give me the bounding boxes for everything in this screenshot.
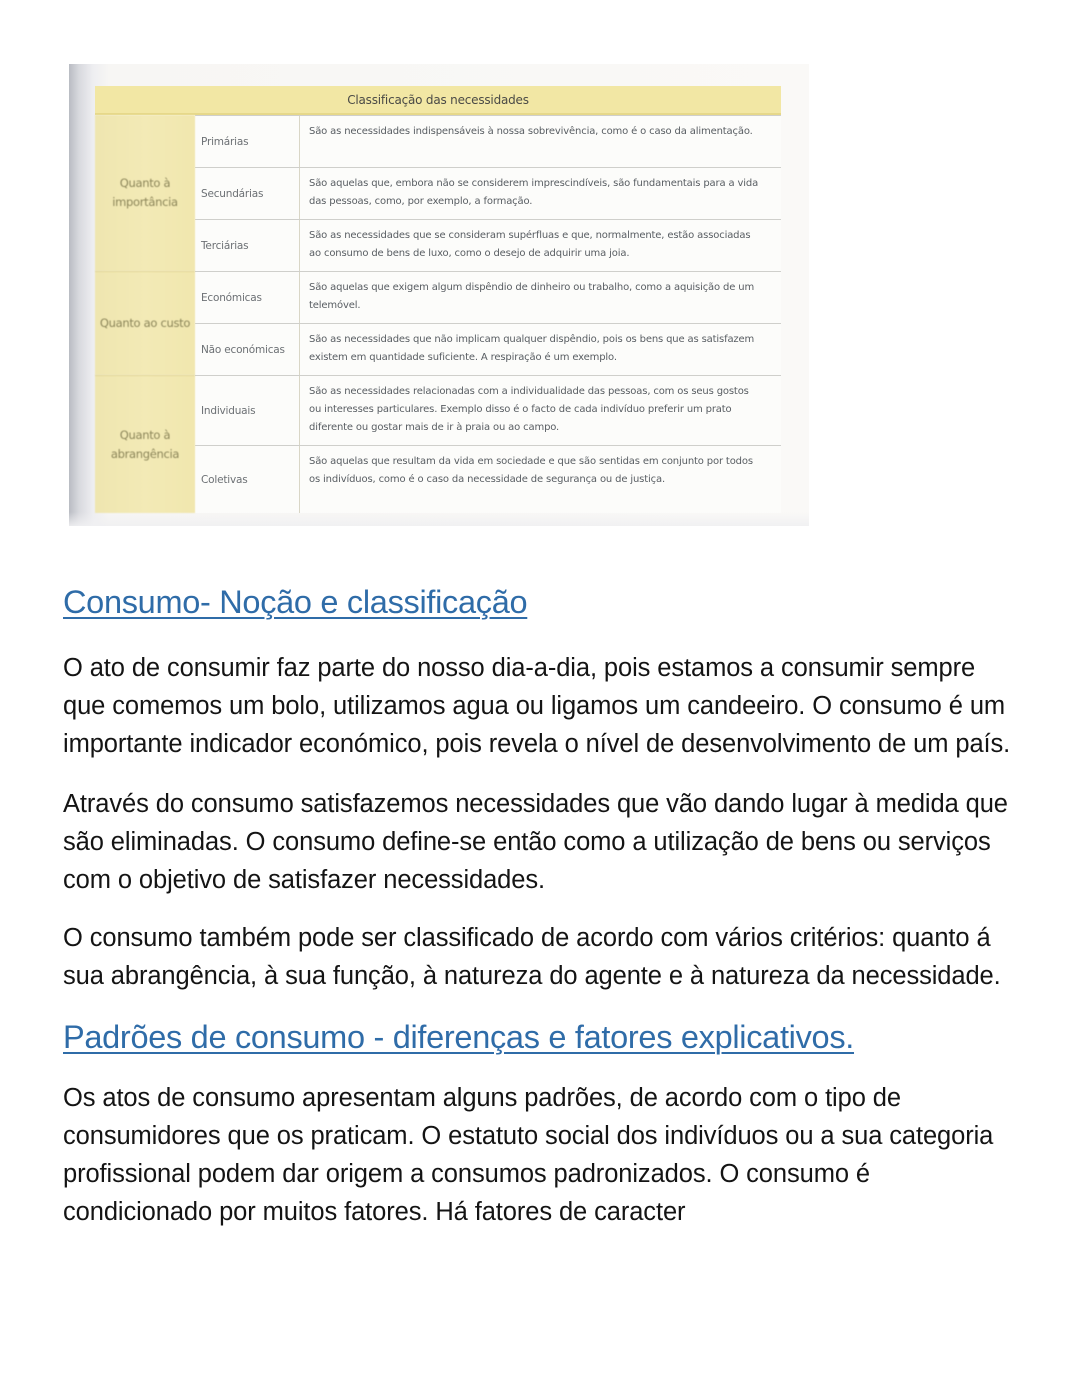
table-row bbox=[195, 375, 781, 445]
table-row bbox=[195, 323, 781, 375]
classification-table-image bbox=[69, 64, 809, 526]
paragraph: Através do consumo satisfazemos necessidades que vão dando lugar à medida que são eliminadas. O consumo define-se então como a utilização de bens ou serviços com o objetivo de satisfazer necessidades. bbox=[63, 790, 1008, 894]
table-row bbox=[195, 219, 781, 271]
section-heading-padroes: Padrões de consumo - diferenças e fatores explicativos. bbox=[63, 1019, 855, 1055]
row-name: Individuais bbox=[195, 376, 300, 445]
row-description: São as necessidades indispensáveis à nossa sobrevivência, como é o caso da alimentação. bbox=[309, 126, 753, 137]
row-description: São aquelas que exigem algum dispêndio de dinheiro ou trabalho, como a aquisição de um telemóvel. bbox=[309, 282, 755, 311]
paragraph: O ato de consumir faz parte do nosso dia-a-dia, pois estamos a consumir sempre que comemos um bolo, utilizamos agua ou ligamos um candeeiro. O consumo é um importante indicador económico, pois revela o nível de desenvolvimento de um país. bbox=[63, 654, 1011, 758]
group-importance bbox=[95, 115, 781, 271]
row-description: São as necessidades relacionadas com a individualidade das pessoas, com os seus gostos ou interesses particulares. Exemplo disso é o facto de cada indivíduo preferir um prato diferente ou gostar mais de ir à praia ou ao campo. bbox=[309, 386, 749, 433]
row-name: Terciárias bbox=[195, 220, 300, 271]
table-row bbox=[195, 115, 781, 167]
needs-classification-table bbox=[95, 86, 781, 513]
section-heading-consumo: Consumo- Noção e classificação bbox=[63, 584, 528, 620]
row-name: Não económicas bbox=[195, 324, 300, 375]
row-description: São aquelas que, embora não se considerem imprescindíveis, são fundamentais para a vida das pessoas, como, por exemplo, a formação. bbox=[309, 178, 759, 207]
group-scope bbox=[95, 375, 781, 513]
paragraph: O consumo também pode ser classificado de acordo com vários critérios: quanto á sua abrangência, à sua função, à natureza do agente e à natureza da necessidade. bbox=[63, 924, 1001, 990]
document-content bbox=[63, 580, 1023, 1231]
table-title: Classificação das necessidades bbox=[95, 86, 781, 115]
group-label: Quanto à importância bbox=[95, 115, 195, 271]
group-cost bbox=[95, 271, 781, 375]
table-row bbox=[195, 271, 781, 323]
row-description: São as necessidades que se consideram supérfluas e que, normalmente, estão associadas ao consumo de bens de luxo, como o desejo de adquirir uma joia. bbox=[309, 230, 751, 259]
group-label: Quanto à abrangência bbox=[95, 375, 195, 513]
row-description: São aquelas que resultam da vida em sociedade e que são sentidas em conjunto por todos os indivíduos, como é o caso da necessidade de segurança ou de justiça. bbox=[309, 456, 753, 485]
row-name: Coletivas bbox=[195, 446, 300, 513]
table-row bbox=[195, 445, 781, 513]
row-name: Económicas bbox=[195, 272, 300, 323]
row-name: Secundárias bbox=[195, 168, 300, 219]
group-label: Quanto ao custo bbox=[95, 271, 195, 375]
paragraph: Os atos de consumo apresentam alguns padrões, de acordo com o tipo de consumidores que os praticam. O estatuto social dos indivíduos ou a sua categoria profissional podem dar origem a consumos padronizados. O consumo é condicionado por muitos fatores. Há fatores de caracter bbox=[63, 1084, 994, 1226]
row-name: Primárias bbox=[195, 116, 300, 167]
table-row bbox=[195, 167, 781, 219]
row-description: São as necessidades que não implicam qualquer dispêndio, pois os bens que as satisfazem existem em quantidade suficiente. A respiração é um exemplo. bbox=[309, 334, 755, 363]
